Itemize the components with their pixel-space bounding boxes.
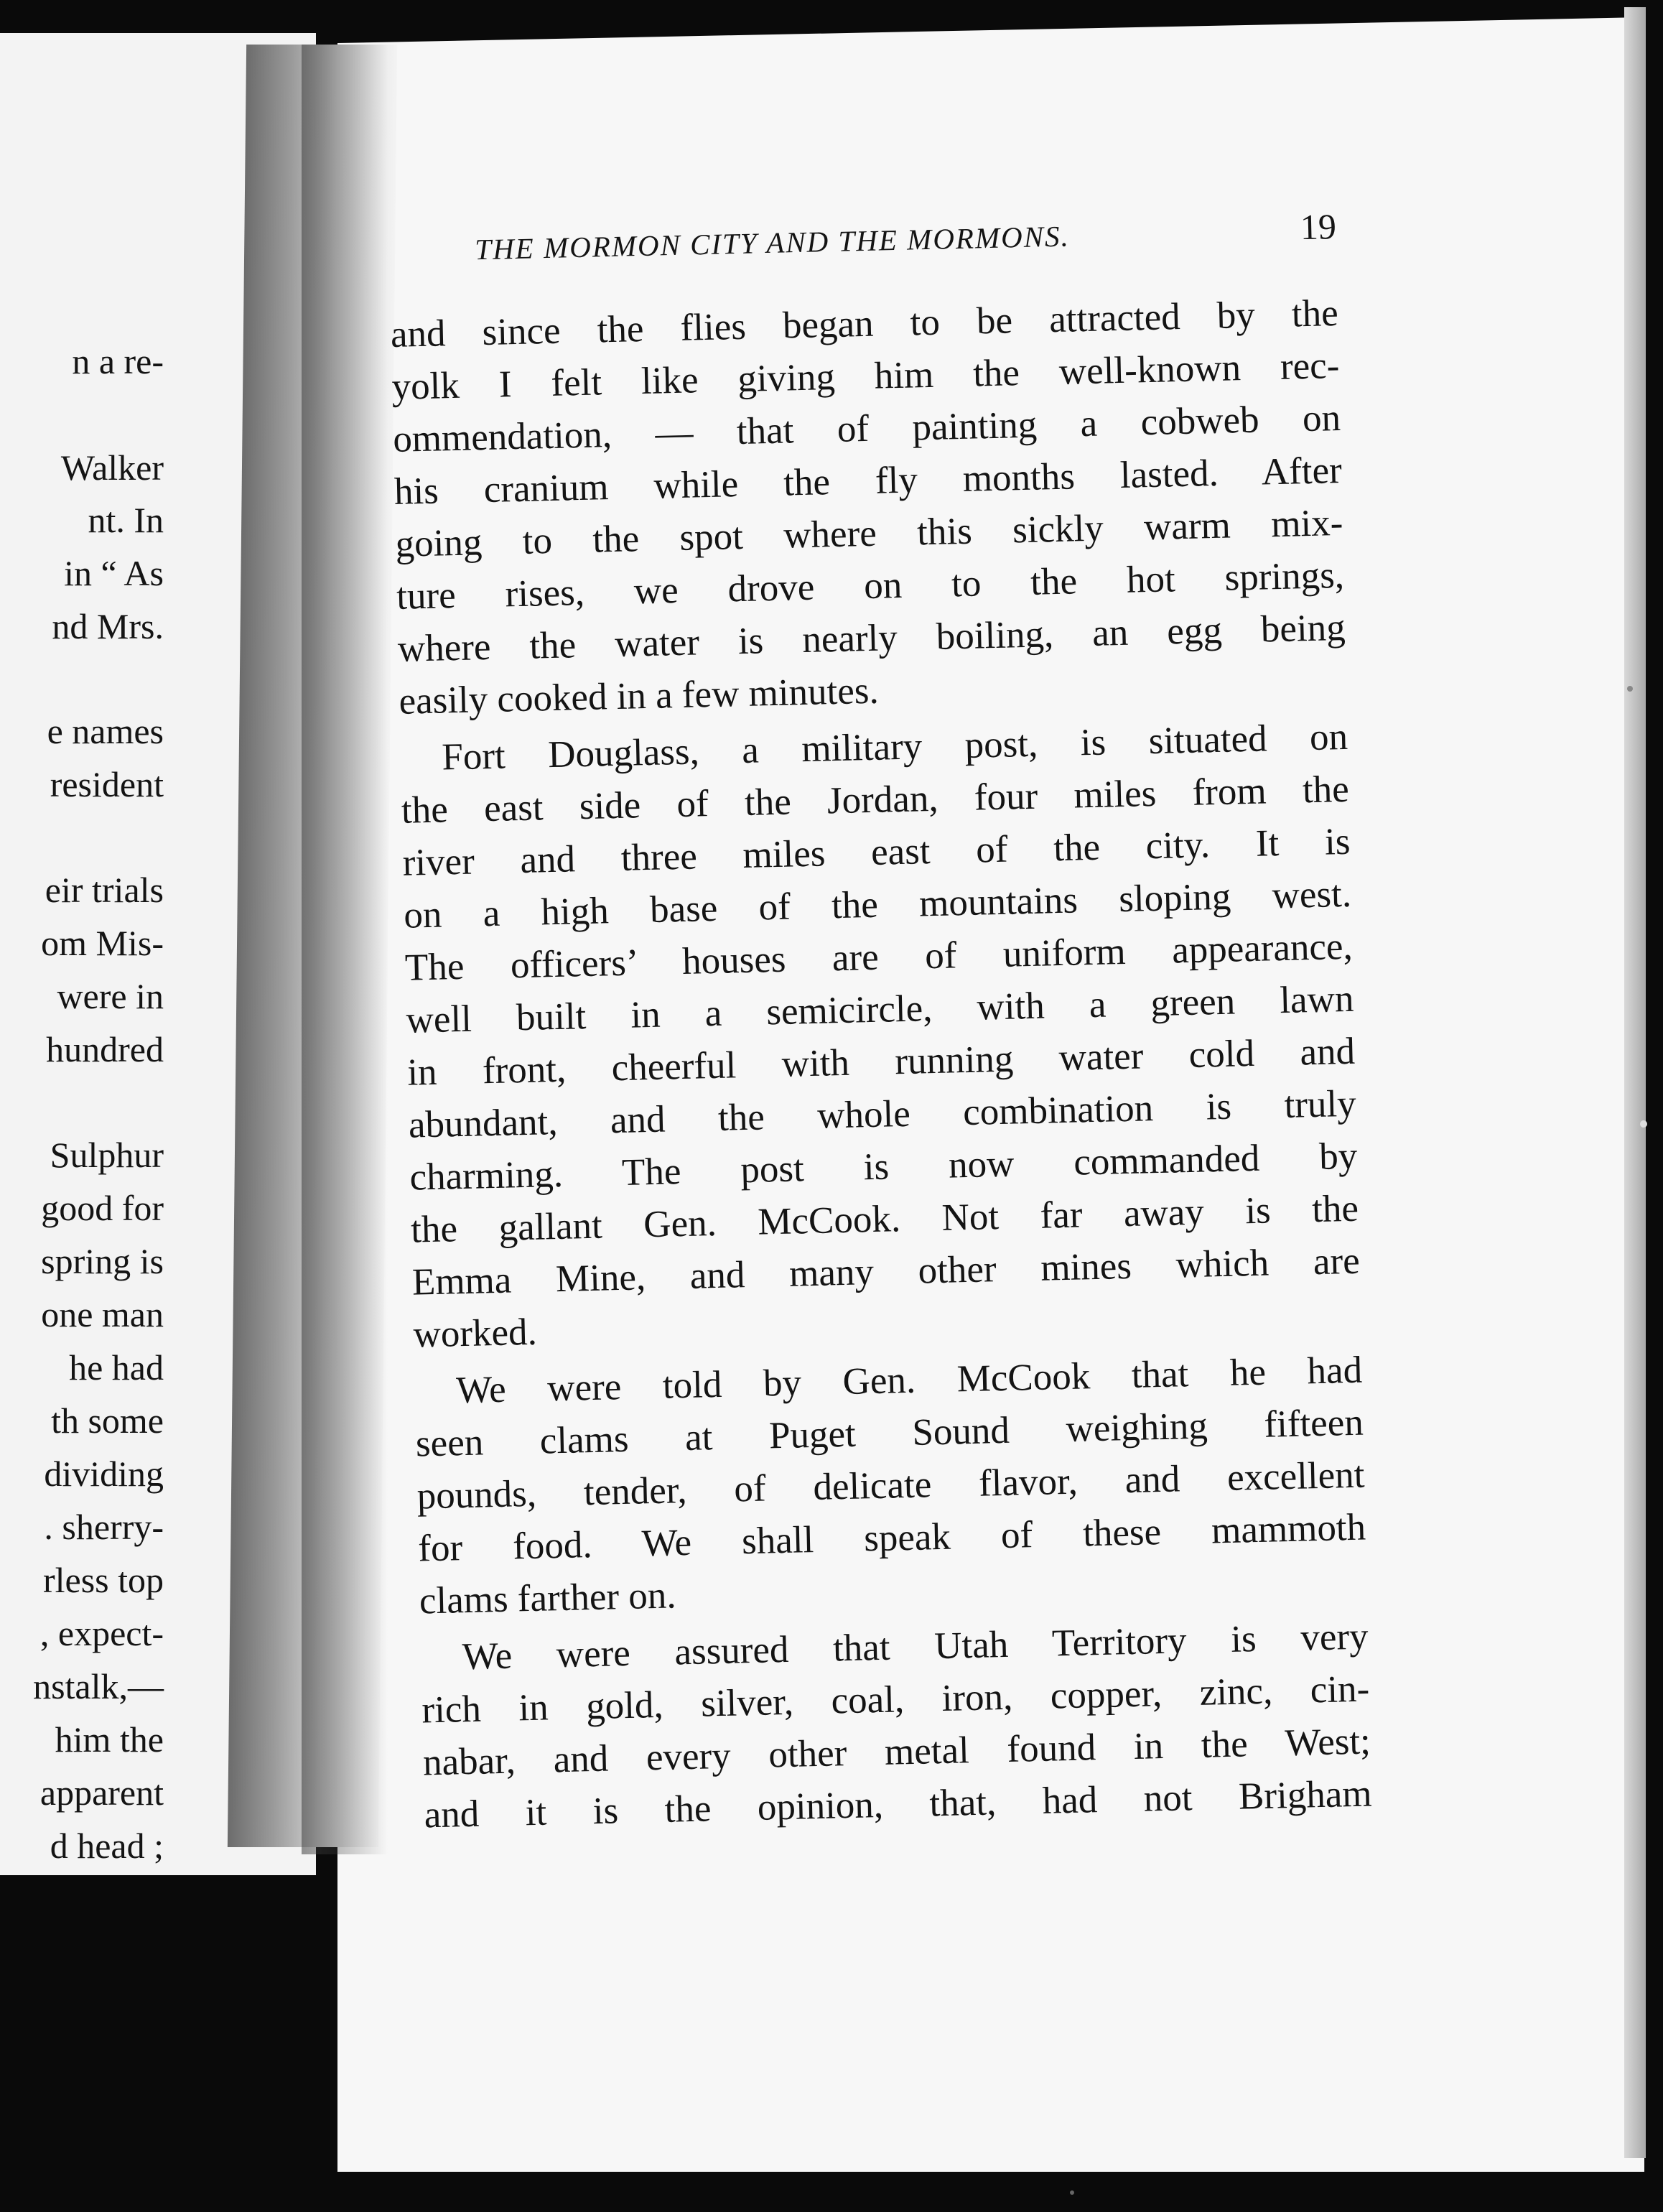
body-line: ommendation, — that of painting a cobweb on [392, 396, 1341, 460]
page-edge [1624, 7, 1646, 2158]
left-page-line: , expect- [39, 1613, 164, 1653]
left-page-line: good for [41, 1188, 164, 1228]
body-line: well built in a semicircle, with a green lawn [406, 977, 1354, 1041]
left-page-line: rless top [42, 1560, 164, 1600]
body-line: on a high base of the mountains sloping west. [403, 873, 1352, 937]
body-line: for food. We shall speak of these mammoth [417, 1506, 1366, 1570]
left-page-line: apparent [39, 1772, 164, 1813]
left-page-line: were in [57, 976, 164, 1016]
left-page-line: nt. In [88, 500, 164, 540]
left-page-line: om Mis- [41, 923, 164, 963]
body-line: and it is the opinion, that, had not Brigham [424, 1772, 1373, 1836]
left-page-line: resident [50, 764, 164, 804]
left-page-line: Sulphur [50, 1135, 164, 1175]
scan-speck [1627, 686, 1633, 692]
left-page-line: eir trials [45, 870, 164, 910]
left-page-line: nstalk,— [33, 1666, 164, 1706]
page-number: 19 [1300, 206, 1337, 248]
left-page-line: he had [69, 1347, 164, 1388]
body-line: Emma Mine, and many other mines which are [411, 1240, 1361, 1304]
left-page-line: th some [51, 1400, 164, 1441]
left-page-line: e names [47, 711, 164, 751]
body-line: abundant, and the whole combination is truly [408, 1082, 1357, 1146]
right-page-text [388, 187, 1373, 1859]
body-line: pounds, tender, of delicate flavor, and excellent [416, 1454, 1366, 1518]
scan-speck [1640, 1120, 1647, 1128]
left-page-line: . sherry- [44, 1507, 164, 1547]
body-line: clams farther on. [419, 1574, 677, 1622]
left-page-line: dividing [44, 1454, 164, 1494]
body-line: ture rises, we drove on to the hot springs, [396, 554, 1345, 618]
body-line: Fort Douglass, a military post, is situated on [441, 715, 1348, 779]
body-line: and since the flies began to be attracted by the [390, 292, 1339, 356]
scan-speck [1070, 2190, 1074, 2195]
left-page-line: n a re- [72, 341, 164, 381]
left-page-line: one man [41, 1294, 164, 1334]
body-line: yolk I felt like giving him the well-known rec- [391, 344, 1340, 408]
left-page-line: nd Mrs. [52, 606, 164, 646]
body-line: We were told by Gen. McCook that he had [455, 1349, 1363, 1412]
body-line: in front, cheerful with running water cold and [406, 1030, 1356, 1094]
body-line: his cranium while the fly months lasted. After [393, 449, 1343, 513]
body-line: where the water is nearly boiling, an egg being [397, 606, 1346, 670]
body-line: seen clams at Puget Sound weighing fifteen [415, 1401, 1364, 1465]
left-page-line: spring is [41, 1241, 164, 1281]
body-line: nabar, and every other metal found in the West; [422, 1720, 1371, 1784]
left-page-line: Walker [60, 447, 164, 488]
body-line: easily cooked in a few minutes. [398, 669, 880, 722]
body-line: going to the spot where this sickly warm mix- [394, 501, 1343, 565]
left-page-line: hundred [46, 1029, 164, 1069]
body-line: worked. [412, 1311, 538, 1356]
left-page-line: d head ; [50, 1826, 164, 1866]
left-page-line: him the [55, 1719, 164, 1760]
binding-shadow [302, 45, 388, 1854]
body-line: We were assured that Utah Territory is very [462, 1615, 1369, 1678]
body-line: The officers’ houses are of uniform appearance, [404, 925, 1354, 989]
left-page-line: in “ As [64, 553, 164, 593]
running-head: THE MORMON CITY AND THE MORMONS. [474, 219, 1071, 266]
body-line: charming. The post is now commanded by [409, 1135, 1358, 1199]
body-line: the east side of the Jordan, four miles from the [401, 768, 1350, 832]
body-line: the gallant Gen. McCook. Not far away is the [410, 1187, 1359, 1251]
body-line: rich in gold, silver, coal, iron, copper, zinc, cin- [421, 1668, 1370, 1732]
body-line: river and three miles east of the city. It is [402, 820, 1351, 884]
